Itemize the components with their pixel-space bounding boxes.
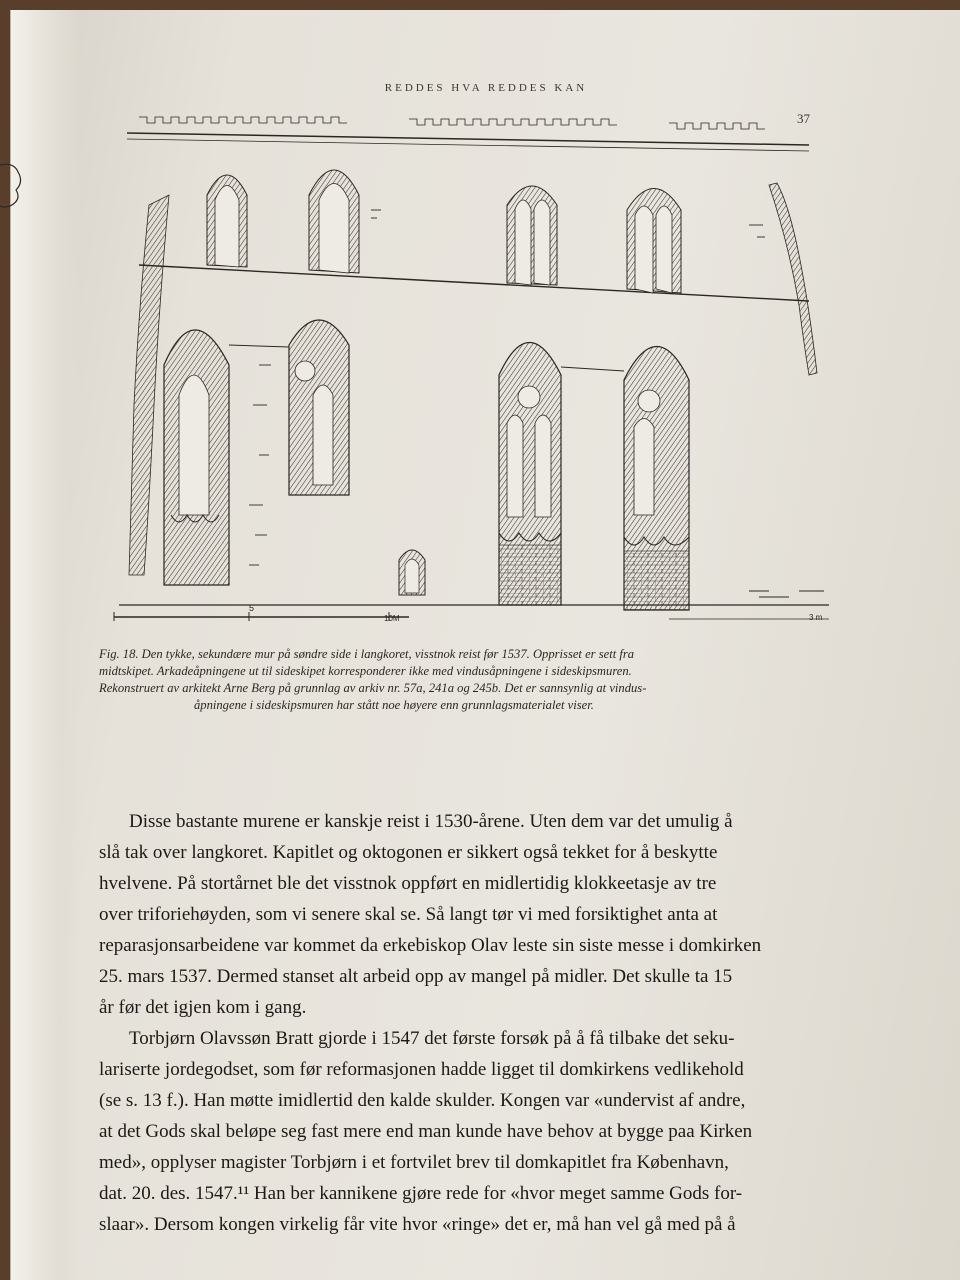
- architectural-elevation-drawing: [109, 105, 844, 630]
- scale-label-5: 5: [249, 603, 255, 613]
- caption-line: åpningene i sideskipsmuren har stått noe høyere enn grunnlagsmaterialet viser.: [194, 698, 594, 712]
- small-doorway: [399, 550, 425, 595]
- caption-line: Fig. 18. Den tykke, sekundære mur på søndre side i langkoret, visstnok reist før 1537. Opprisset er sett fra: [99, 647, 635, 661]
- scale-label-10m: 10M: [384, 614, 400, 623]
- caption-line: Rekonstruert av arkitekt Arne Berg på grunnlag av arkiv nr. 57a, 241a og 245b. Det er sannsynlig at vindus-: [99, 681, 647, 695]
- body-text: [99, 806, 899, 1240]
- arcade-opening-3: [499, 343, 561, 606]
- right-wall-edge: [769, 183, 817, 375]
- arcade-opening-1: [164, 330, 229, 585]
- paragraph-1: [99, 806, 899, 1023]
- running-header: REDDES HVA REDDES KAN: [384, 82, 588, 94]
- storey-line: [139, 265, 809, 301]
- text-line: med», opplyser magister Torbjørn i et fortvilet brev til domkapitlet fra København,: [99, 1152, 729, 1173]
- elevation-svg: [109, 105, 844, 630]
- text-line: slaar». Dersom kongen virkelig får vite hvor «ringe» det er, må han vel gå med på å: [99, 1214, 736, 1235]
- text-line: hvelvene. På stortårnet ble det visstnok oppført en midlertidig klokkeetasje av tre: [99, 873, 717, 894]
- clerestory-window-3: [507, 186, 557, 285]
- arcade-opening-2: [289, 320, 349, 495]
- caption-line: midtskipet. Arkadeåpningene ut til sideskipet korresponderer ikke med vindusåpningene i sideskipsmuren.: [99, 664, 632, 678]
- text-line: (se s. 13 f.). Han møtte imidlertid den kalde skulder. Kongen var «undervist af andre,: [99, 1090, 746, 1111]
- clerestory-window-1: [207, 175, 247, 267]
- paragraph-2: [99, 1023, 899, 1240]
- text-line: over triforiehøyden, som vi senere skal se. Så langt tør vi med forsiktighet anta at: [99, 904, 718, 925]
- figure-caption: [99, 646, 859, 714]
- text-line: lariserte jordegodset, som før reformasjonen hadde ligget til domkirkens vedlikehold: [99, 1059, 744, 1080]
- text-line: år før det igjen kom i gang.: [99, 997, 307, 1018]
- text-line: dat. 20. des. 1547.¹¹ Han ber kannikene gjøre rede for «hvor meget samme Gods for-: [99, 1183, 743, 1204]
- facing-page-doodle: [0, 160, 22, 210]
- corner-scale-label: 3 m: [809, 613, 823, 622]
- page-number: 37: [797, 111, 810, 126]
- clerestory-window-4: [627, 189, 681, 294]
- text-line: at det Gods skal beløpe seg fast mere end man kunde have behov at bygge paa Kirken: [99, 1121, 753, 1142]
- scale-bar: [114, 612, 829, 621]
- book-page: [10, 10, 960, 1280]
- text-line: Torbjørn Olavssøn Bratt gjorde i 1547 det første forsøk på å få tilbake det seku-: [129, 1028, 735, 1049]
- text-line: slå tak over langkoret. Kapitlet og oktogonen er sikkert også tekket for å beskytte: [99, 842, 718, 863]
- text-line: reparasjonsarbeidene var kommet da erkebiskop Olav leste sin siste messe i domkirken: [99, 935, 762, 956]
- left-wall-edge: [129, 195, 169, 575]
- text-line: Disse bastante murene er kanskje reist i 1530-årene. Uten dem var det umulig å: [129, 811, 733, 832]
- cornice-band: [127, 117, 809, 151]
- arcade-opening-4: [624, 347, 689, 611]
- clerestory-window-2: [309, 170, 359, 273]
- text-line: 25. mars 1537. Dermed stanset alt arbeid opp av mangel på midler. Det skulle ta 15: [99, 966, 733, 987]
